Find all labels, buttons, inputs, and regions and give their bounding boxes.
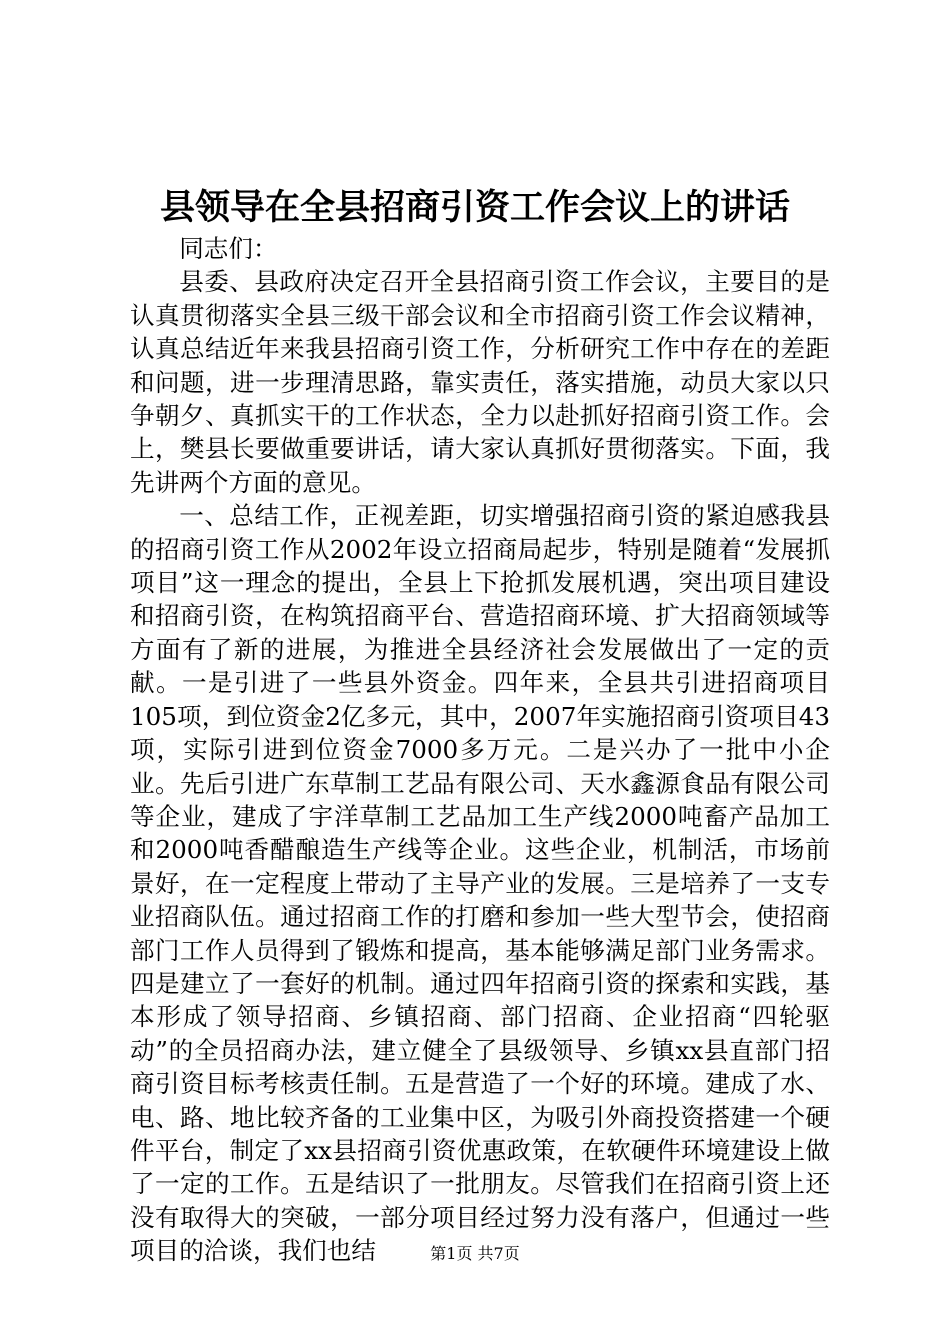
section-one-paragraph: 一、总结工作，正视差距，切实增强招商引资的紧迫感我县的招商引资工作从2002年设立招商局起步，特别是随着“发展抓项目”这一理念的提出，全县上下抢抓发展机遇，突出项目建设和招商引资，在构筑招商平台、营造招商环境、扩大招商领域等方面有了新的进展，为推进全县经济社会发展做出了一定的贡献。一是引进了一些县外资金。四年来，全县共引进招商项目105项，到位资金2亿多元，其中，2007年实施招商引资项目43项，实际引进到位资金7000多万元。二是兴办了一批中小企业。先后引进广东草制工艺品有限公司、天水鑫源食品有限公司等企业，建成了宇洋草制工艺品加工生产线2000吨畜产品加工和2000吨香醋酿造生产线等企业。这些企业，机制活，市场前景好，在一定程度上带动了主导产业的发展。三是培养了一支专业招商队伍。通过招商工作的打磨和参加一些大型节会，使招商部门工作人员得到了锻炼和提高，基本能够满足部门业务需求。四是建立了一套好的机制。通过四年招商引资的探索和实践，基本形成了领导招商、乡镇招商、部门招商、企业招商“四轮驱动”的全员招商办法，建立健全了县级领导、乡镇xx县直部门招商引资目标考核责任制。五是营造了一个好的环境。建成了水、电、路、地比较齐备的工业集中区，为吸引外商投资搭建一个硬件平台，制定了xx县招商引资优惠政策，在软硬件环境建设上做了一定的工作。五是结识了一批朋友。尽管我们在招商引资上还没有取得大的突破，一部分项目经过努力没有落户，但通过一些项目的洽谈，我们也结 xyxy=(130,501,830,1266)
document-title: 县领导在全县招商引资工作会议上的讲话 xyxy=(159,187,790,228)
salutation-paragraph: 同志们： xyxy=(179,234,278,263)
intro-paragraph: 县委、县政府决定召开全县招商引资工作会议，主要目的是认真贯彻落实全县三级干部会议和全市招商引资工作会议精神，认真总结近年来我县招商引资工作，分析研究工作中存在的差距和问题，进一步理清思路，靠实责任，落实措施，动员大家以只争朝夕、真抓实干的工作状态，全力以赴抓好招商引资工作。会上，樊县长要做重要讲话，请大家认真抓好贯彻落实。下面，我先讲两个方面的意见。 xyxy=(130,267,830,497)
page-footer: 第1页 共7页 xyxy=(430,1244,520,1263)
document-body xyxy=(130,232,830,1268)
